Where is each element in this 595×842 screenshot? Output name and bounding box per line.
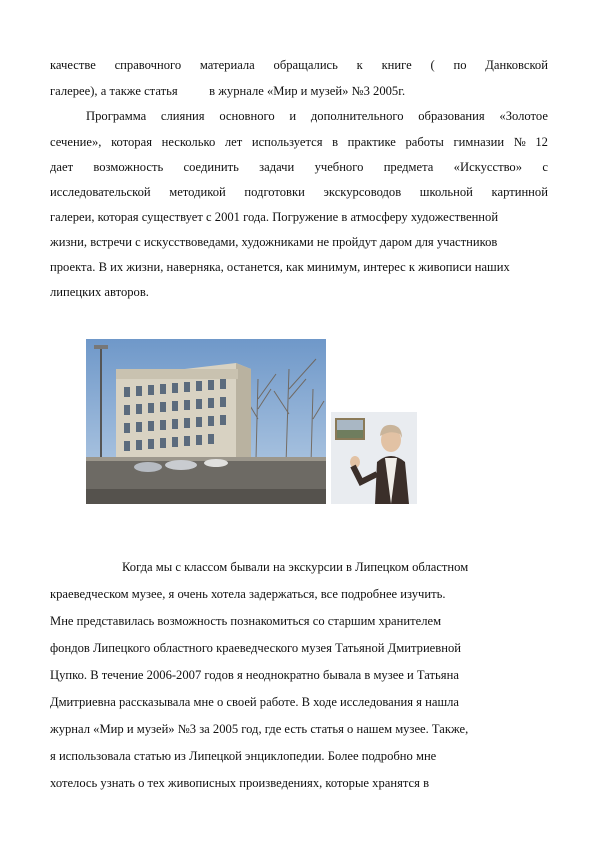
p2-line-2 xyxy=(50,135,548,149)
word: обращались xyxy=(273,58,338,72)
word: качестве xyxy=(50,58,96,72)
word: картинной xyxy=(491,185,548,199)
word: методикой xyxy=(169,185,226,199)
word: несколько xyxy=(161,135,216,149)
word: возможность xyxy=(93,160,164,174)
p3-line-2: краеведческом музее, я очень хотела задержаться, все подробнее изучить. xyxy=(50,587,446,601)
word: и xyxy=(289,109,297,123)
p3-line-3: Мне представилась возможность познакомиться со старшим хранителем xyxy=(50,614,442,628)
p2-line-8: липецких авторов. xyxy=(50,285,149,299)
word: экскурсоводов xyxy=(323,185,402,199)
word: работы xyxy=(405,135,444,149)
word: подготовки xyxy=(244,185,305,199)
p1-line-1 xyxy=(50,58,548,72)
p3-line-8: я использовала статью из Липецкой энциклопедии. Более подробно мне xyxy=(50,749,437,763)
word: с xyxy=(542,160,548,174)
word: материала xyxy=(199,58,255,72)
word: Программа xyxy=(86,109,147,123)
p3-line-5: Цупко. В течение 2006-2007 годов я неоднократно бывала в музее и Татьяна xyxy=(50,668,459,682)
word: лет xyxy=(224,135,243,149)
word: ( xyxy=(430,58,435,72)
p2-line-3 xyxy=(50,160,548,174)
word: «Искусство» xyxy=(453,160,523,174)
word: книге xyxy=(381,58,412,72)
word: предмета xyxy=(383,160,434,174)
p2-line-5: галереи, которая существует с 2001 года. Погружение в атмосферу художественной xyxy=(50,210,499,224)
word: задачи xyxy=(259,160,295,174)
word: дает xyxy=(50,160,74,174)
word: № xyxy=(513,135,526,149)
word: учебного xyxy=(314,160,364,174)
word: Данковской xyxy=(485,58,548,72)
word: основного xyxy=(219,109,275,123)
portrait-photo xyxy=(331,412,417,504)
word: по xyxy=(453,58,467,72)
word: гимназии xyxy=(453,135,505,149)
word: дополнительного xyxy=(310,109,404,123)
word: используется xyxy=(251,135,323,149)
word: справочного xyxy=(114,58,182,72)
word: практике xyxy=(347,135,396,149)
p3-line-1: Когда мы с классом бывали на экскурсии в Липецком областном xyxy=(122,560,469,574)
word: сечение», xyxy=(50,135,102,149)
word: которая xyxy=(111,135,152,149)
word: образования xyxy=(418,109,485,123)
p2-line-6: жизни, встречи с искусствоведами, художниками не пройдут даром для участников xyxy=(50,235,498,249)
portrait-photo-image xyxy=(331,412,417,504)
p3-line-6: Дмитриевна рассказывала мне о своей работе. В ходе исследования я нашла xyxy=(50,695,460,709)
word: 12 xyxy=(535,135,548,149)
word: слияния xyxy=(160,109,205,123)
p3-line-9: хотелось узнать о тех живописных произведениях, которые хранятся в xyxy=(50,776,430,790)
p3-line-4: фондов Липецкого областного краеведческого музея Татьяной Дмитриевной xyxy=(50,641,461,655)
p2-line-1 xyxy=(86,109,548,123)
word: соединить xyxy=(183,160,239,174)
word: к xyxy=(356,58,363,72)
building-photo-image xyxy=(86,339,326,504)
p1-line-2: галерее), а также статья в журнале «Мир и музей» №3 2005г. xyxy=(50,84,406,98)
word: школьной xyxy=(419,185,473,199)
p3-line-7: журнал «Мир и музей» №3 за 2005 год, где есть статья о нашем музее. Также, xyxy=(50,722,469,736)
p2-line-4 xyxy=(50,185,548,199)
p2-line-7: проекта. В их жизни, наверняка, останется, как минимум, интерес к живописи наших xyxy=(50,260,510,274)
word: «Золотое xyxy=(499,109,548,123)
word: исследовательской xyxy=(50,185,151,199)
word: в xyxy=(332,135,339,149)
building-photo xyxy=(86,339,326,504)
